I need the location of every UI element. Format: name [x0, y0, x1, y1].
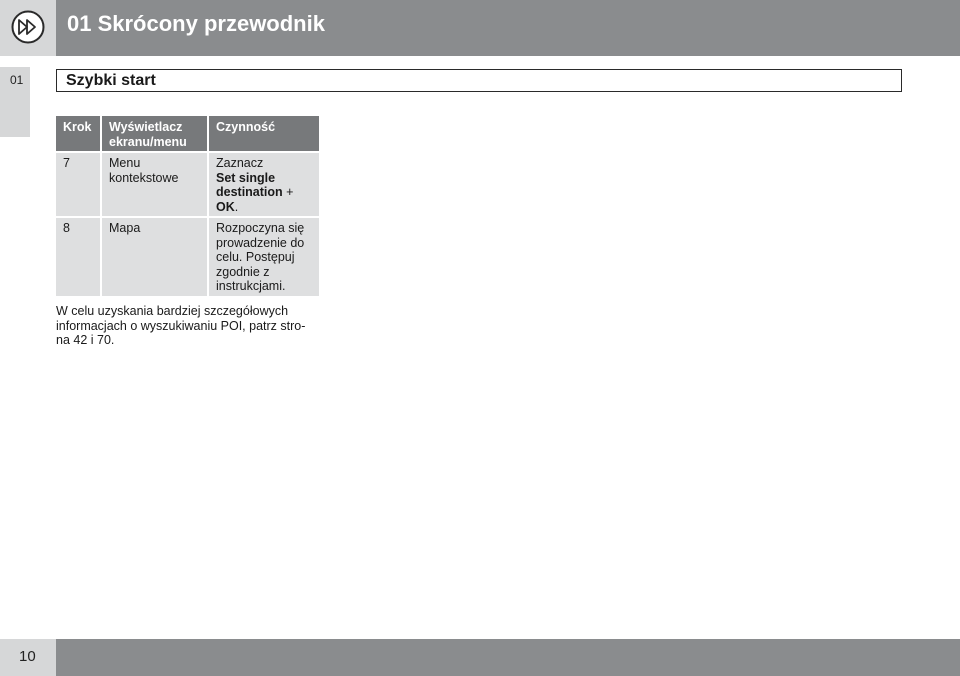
action-cell: Rozpoczyna się prowadzenie do celu. Postępuj zgodnie z instrukcjami.	[209, 216, 319, 296]
note-paragraph	[56, 304, 326, 348]
page-number: 10	[19, 648, 36, 665]
header-icon-box	[0, 0, 56, 56]
section-header	[56, 69, 902, 92]
action-ok: OK	[216, 199, 235, 214]
chapter-tab	[0, 67, 30, 137]
column-header-display: Wyświetlacz ekranu/menu	[102, 116, 209, 151]
footer-page-box	[0, 639, 56, 676]
table-row	[56, 151, 319, 216]
action-menu-option: Set single destination	[216, 170, 283, 199]
column-header-action: Czynność	[209, 116, 319, 151]
note-line: na 42 i 70.	[56, 333, 115, 347]
note-line: W celu uzyskania bardziej szczegółowych	[56, 304, 289, 318]
table-row	[56, 216, 319, 296]
note-line: informacjach o wyszukiwaniu POI, patrz stro-	[56, 318, 306, 333]
action-text: Zaznacz	[216, 156, 264, 170]
fast-forward-icon	[10, 9, 46, 45]
steps-table	[56, 116, 319, 296]
action-cell	[209, 151, 319, 216]
step-number: 8	[56, 216, 102, 296]
page-title: 01 Skrócony przewodnik	[67, 11, 325, 36]
display-cell: Mapa	[102, 216, 209, 296]
action-plus: +	[282, 185, 294, 199]
chapter-number: 01	[10, 73, 24, 87]
table-header-row	[56, 116, 319, 151]
column-header-step: Krok	[56, 116, 102, 151]
step-number: 7	[56, 151, 102, 216]
footer-bar	[0, 639, 960, 676]
display-cell: Menu kontekstowe	[102, 151, 209, 216]
section-title: Szybki start	[66, 72, 156, 89]
action-period: .	[234, 199, 239, 214]
